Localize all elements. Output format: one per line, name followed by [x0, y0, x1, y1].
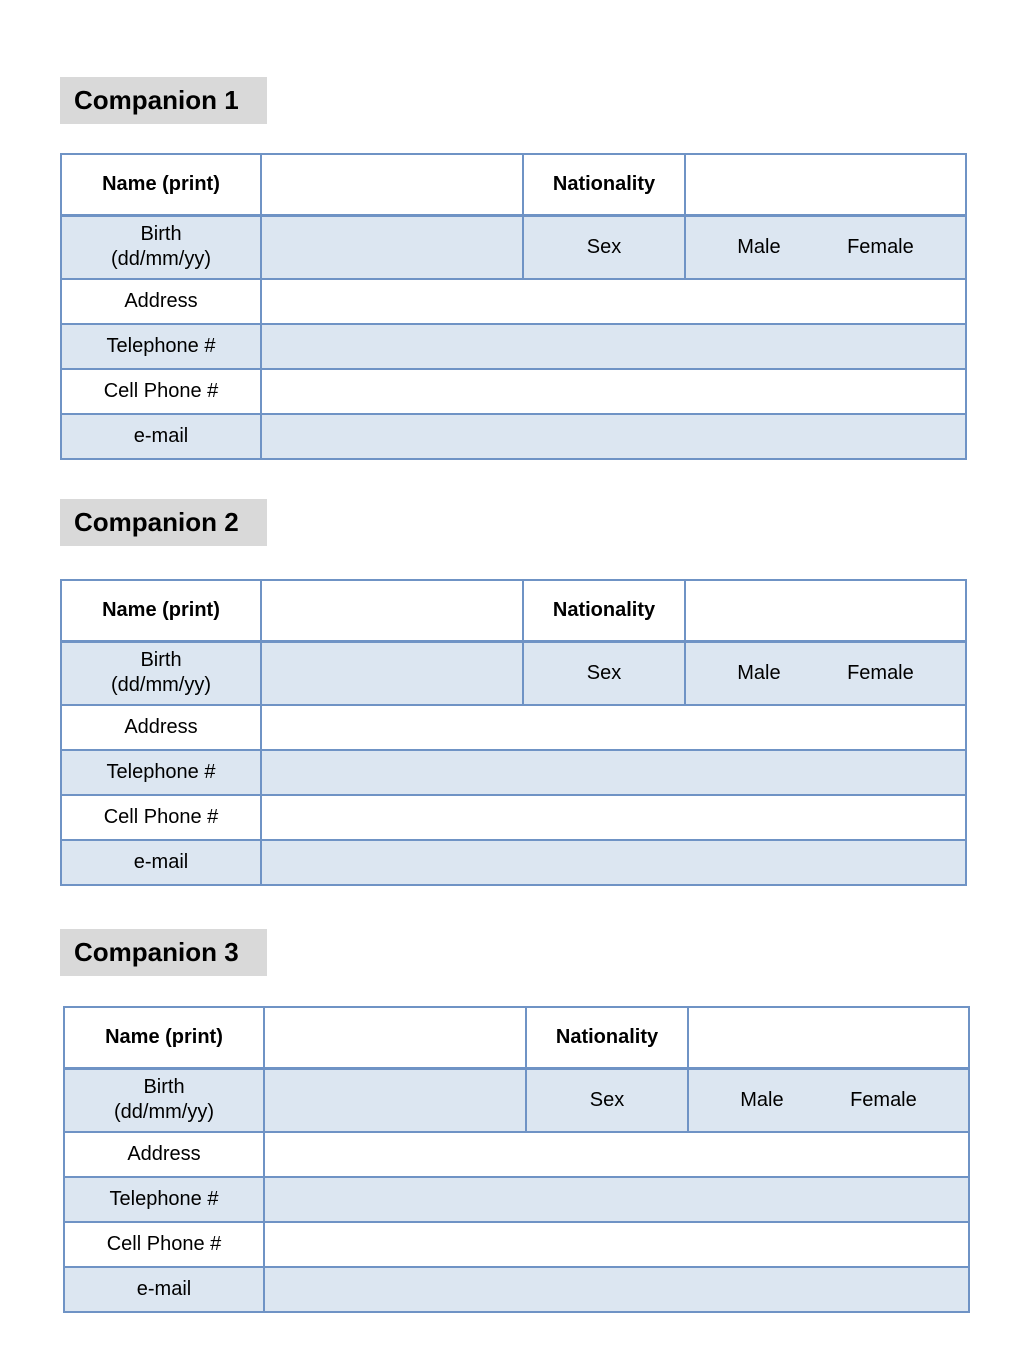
birth-label-line1: Birth [140, 649, 182, 672]
cell-phone-field[interactable] [264, 1222, 969, 1267]
companion-1-form [60, 153, 967, 460]
telephone-field[interactable] [261, 750, 966, 795]
sex-option-female[interactable]: Female [850, 1088, 917, 1111]
name-row [64, 1007, 969, 1068]
address-label: Address [64, 1132, 264, 1177]
birth-field[interactable] [261, 215, 523, 279]
cell-phone-label: Cell Phone # [64, 1222, 264, 1267]
email-field[interactable] [264, 1267, 969, 1312]
name-label: Name (print) [61, 580, 261, 641]
sex-label: Sex [523, 641, 685, 705]
birth-label [61, 215, 261, 279]
birth-label-line2: (dd/mm/yy) [111, 248, 211, 271]
name-row [61, 154, 966, 215]
companion-1-heading: Companion 1 [60, 77, 267, 124]
sex-options [685, 641, 966, 705]
telephone-row [61, 324, 966, 369]
sex-option-female[interactable]: Female [847, 661, 914, 684]
sex-label: Sex [523, 215, 685, 279]
cell-phone-row [64, 1222, 969, 1267]
email-label: e-mail [64, 1267, 264, 1312]
nationality-label: Nationality [526, 1007, 688, 1068]
telephone-field[interactable] [261, 324, 966, 369]
cell-phone-field[interactable] [261, 369, 966, 414]
sex-option-male[interactable]: Male [740, 1088, 784, 1111]
address-field[interactable] [261, 705, 966, 750]
name-row [61, 580, 966, 641]
nationality-field[interactable] [685, 580, 966, 641]
birth-row [61, 641, 966, 705]
address-label: Address [61, 279, 261, 324]
email-field[interactable] [261, 414, 966, 459]
birth-row [61, 215, 966, 279]
telephone-field[interactable] [264, 1177, 969, 1222]
address-row [61, 705, 966, 750]
telephone-row [61, 750, 966, 795]
birth-label [61, 641, 261, 705]
sex-options [688, 1068, 969, 1132]
telephone-row [64, 1177, 969, 1222]
email-label: e-mail [61, 414, 261, 459]
nationality-label: Nationality [523, 580, 685, 641]
birth-label-line2: (dd/mm/yy) [111, 674, 211, 697]
address-field[interactable] [261, 279, 966, 324]
name-field[interactable] [264, 1007, 526, 1068]
name-field[interactable] [261, 580, 523, 641]
cell-phone-row [61, 795, 966, 840]
companion-2-form [60, 579, 967, 886]
email-row [61, 840, 966, 885]
birth-field[interactable] [261, 641, 523, 705]
nationality-field[interactable] [688, 1007, 969, 1068]
birth-label-line1: Birth [140, 223, 182, 246]
address-field[interactable] [264, 1132, 969, 1177]
sex-label: Sex [526, 1068, 688, 1132]
companion-2-heading: Companion 2 [60, 499, 267, 546]
cell-phone-field[interactable] [261, 795, 966, 840]
companion-3-heading: Companion 3 [60, 929, 267, 976]
birth-label-line1: Birth [143, 1076, 185, 1099]
nationality-field[interactable] [685, 154, 966, 215]
companion-3-form [63, 1006, 970, 1313]
sex-option-female[interactable]: Female [847, 235, 914, 258]
nationality-label: Nationality [523, 154, 685, 215]
cell-phone-label: Cell Phone # [61, 369, 261, 414]
name-field[interactable] [261, 154, 523, 215]
telephone-label: Telephone # [61, 750, 261, 795]
name-label: Name (print) [64, 1007, 264, 1068]
sex-options [685, 215, 966, 279]
name-label: Name (print) [61, 154, 261, 215]
address-row [64, 1132, 969, 1177]
sex-option-male[interactable]: Male [737, 661, 781, 684]
birth-label [64, 1068, 264, 1132]
birth-label-line2: (dd/mm/yy) [114, 1101, 214, 1124]
telephone-label: Telephone # [61, 324, 261, 369]
email-row [61, 414, 966, 459]
email-row [64, 1267, 969, 1312]
birth-row [64, 1068, 969, 1132]
sex-option-male[interactable]: Male [737, 235, 781, 258]
address-label: Address [61, 705, 261, 750]
address-row [61, 279, 966, 324]
telephone-label: Telephone # [64, 1177, 264, 1222]
cell-phone-row [61, 369, 966, 414]
birth-field[interactable] [264, 1068, 526, 1132]
email-field[interactable] [261, 840, 966, 885]
cell-phone-label: Cell Phone # [61, 795, 261, 840]
email-label: e-mail [61, 840, 261, 885]
